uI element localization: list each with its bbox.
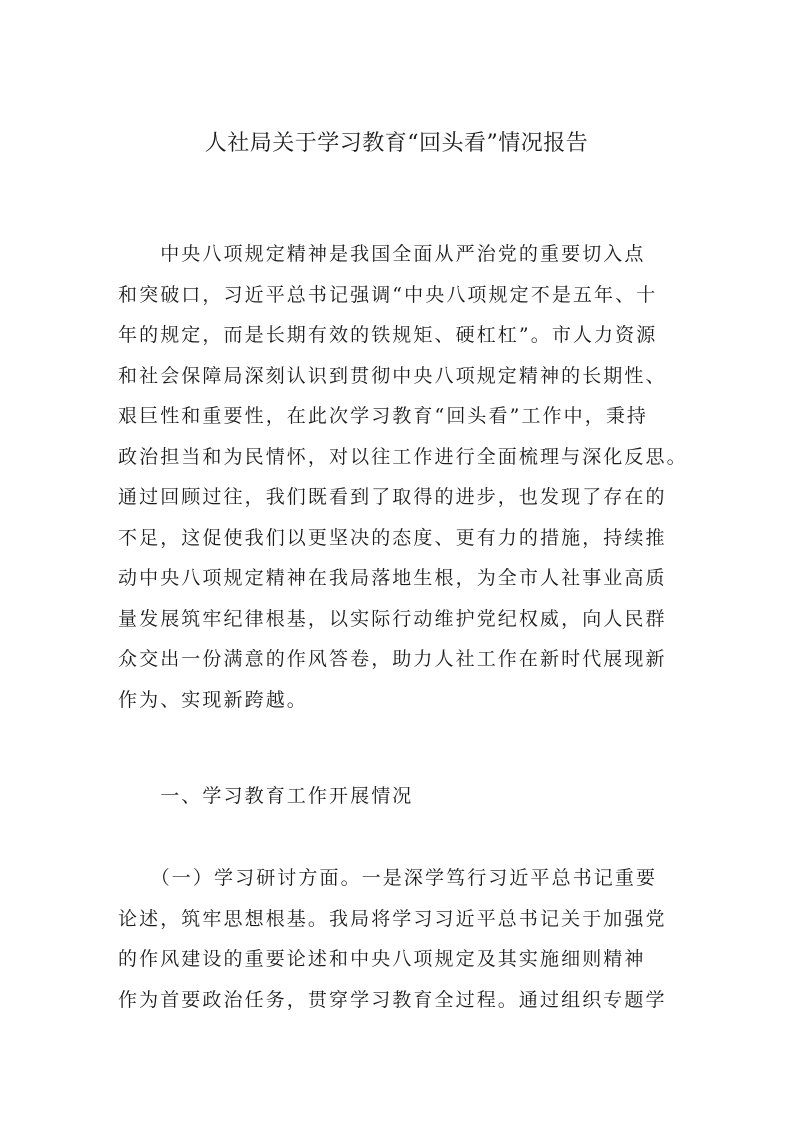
paragraph-line: 中央八项规定精神是我国全面从严治党的重要切入点 xyxy=(118,243,646,265)
paragraph-line: 艰巨性和重要性，在此次学习教育“回头看”工作中，秉持 xyxy=(118,405,649,427)
paragraph-line: 作为、实现新跨越。 xyxy=(118,688,308,711)
paragraph-line: 年的规定，而是长期有效的铁规矩、硬杠杠”。市人力资源 xyxy=(118,324,658,346)
intro-paragraph xyxy=(118,234,688,720)
paragraph-line: 和社会保障局深刻认识到贯彻中央八项规定精神的长期性、 xyxy=(118,364,667,387)
paragraph-line: 众交出一份满意的作风答卷，助力人社工作在新时代展现新 xyxy=(118,648,667,670)
section-heading-text: 一、学习教育工作开展情况 xyxy=(118,785,414,807)
paragraph-line: 政治担当和为民情怀，对以往工作进行全面梳理与深化反思。 xyxy=(118,445,688,468)
document-title: 人社局关于学习教育“回头看”情况报告 xyxy=(204,131,589,156)
paragraph-line: 和突破口，习近平总书记强调“中央八项规定不是五年、十 xyxy=(118,283,658,306)
section-paragraph xyxy=(118,858,678,1020)
paragraph-line: （一）学习研讨方面。一是深学笃行习近平总书记重要 xyxy=(118,867,658,889)
paragraph-line: 论述，筑牢思想根基。我局将学习习近平总书记关于加强党 xyxy=(118,907,667,930)
paragraph-line: 不足，这促使我们以更坚决的态度、更有力的措施，持续推 xyxy=(118,526,667,549)
paragraph-line: 动中央八项规定精神在我局落地生根，为全市人社事业高质 xyxy=(118,567,667,589)
paragraph-line: 量发展筑牢纪律根基，以实际行动维护党纪权威，向人民群 xyxy=(118,607,667,630)
paragraph-line: 的作风建设的重要论述和中央八项规定及其实施细则精神 xyxy=(118,948,646,970)
section-heading xyxy=(118,776,678,817)
paragraph-line: 通过回顾过往，我们既看到了取得的进步，也发现了存在的 xyxy=(118,486,667,508)
paragraph-line: 作为首要政治任务，贯穿学习教育全过程。通过组织专题学 xyxy=(118,988,667,1011)
